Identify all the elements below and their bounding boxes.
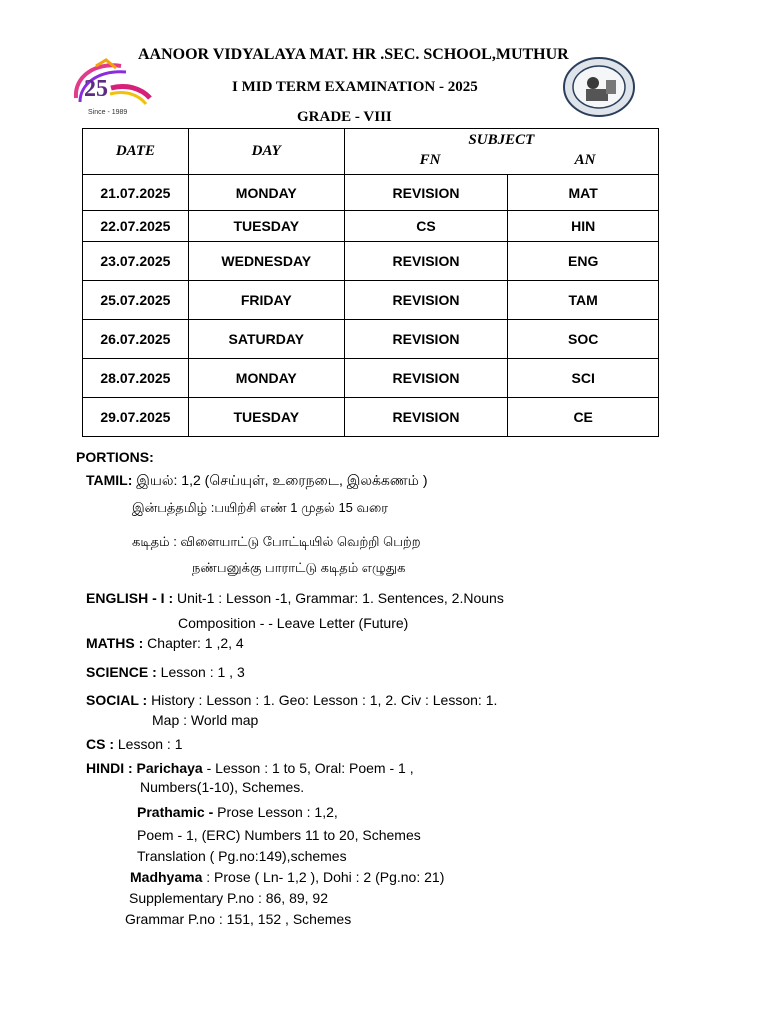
social-label: SOCIAL : (86, 692, 148, 708)
table-row (83, 175, 659, 211)
table-row (83, 211, 659, 242)
svg-text:Since - 1989: Since - 1989 (88, 109, 128, 116)
madhyama-label: Madhyama (130, 869, 203, 885)
prathamic-text: Prose Lesson : 1,2, (213, 804, 338, 820)
day-cell: WEDNESDAY (188, 242, 344, 281)
fn-cell: REVISION (344, 398, 508, 437)
fn-cell: REVISION (344, 281, 508, 320)
grammar-line: Grammar P.no : 151, 152 , Schemes (125, 911, 352, 927)
exam-timetable (82, 128, 659, 437)
prathamic-line-2: Poem - 1, (ERC) Numbers 11 to 20, Schemes (137, 827, 421, 843)
an-cell: SCI (508, 359, 659, 398)
cs-label: CS : (86, 736, 114, 752)
fn-cell: REVISION (344, 242, 508, 281)
an-cell: MAT (508, 175, 659, 211)
cs-line (86, 736, 183, 752)
date-cell: 22.07.2025 (83, 211, 189, 242)
table-row (83, 320, 659, 359)
maths-label: MATHS : (86, 635, 144, 651)
tamil-line-4: நண்பனுக்கு பாராட்டு கடிதம் எழுதுக (192, 560, 406, 575)
english-line-2: Composition - - Leave Letter (Future) (178, 615, 409, 631)
english-label: ENGLISH - I : (86, 590, 174, 606)
social-text-1: History : Lesson : 1. Geo: Lesson : 1, 2. Civ : Lesson: 1. (147, 692, 498, 708)
tamil-label: TAMIL: (86, 472, 133, 488)
table-row (83, 281, 659, 320)
table-row (83, 359, 659, 398)
supplementary-line: Supplementary P.no : 86, 89, 92 (129, 890, 328, 906)
tamil-line-3: கடிதம் : விளையாட்டு போட்டியில் வெற்றி பெற்ற (132, 534, 421, 549)
date-cell: 21.07.2025 (83, 175, 189, 211)
anniversary-logo (66, 58, 156, 120)
science-label: SCIENCE : (86, 664, 157, 680)
an-cell: TAM (508, 281, 659, 320)
svg-text:25: 25 (84, 76, 108, 102)
day-cell: TUESDAY (188, 211, 344, 242)
an-label: AN (574, 152, 596, 168)
hindi-line-2: Numbers(1-10), Schemes. (140, 779, 305, 795)
tamil-line-1 (86, 472, 428, 491)
parichaya-text: - Lesson : 1 to 5, Oral: Poem - 1 , (202, 760, 414, 776)
social-line-1 (86, 692, 497, 708)
hindi-label: HINDI : (86, 760, 133, 776)
fn-cell: CS (344, 211, 508, 242)
fn-cell: REVISION (344, 359, 508, 398)
maths-text: Chapter: 1 ,2, 4 (143, 635, 244, 651)
prathamic-label: Prathamic - (137, 804, 214, 820)
parichaya-label: Parichaya (132, 760, 203, 776)
prathamic-line-1 (137, 804, 338, 820)
day-cell: TUESDAY (188, 398, 344, 437)
day-cell: MONDAY (188, 359, 344, 398)
an-cell: ENG (508, 242, 659, 281)
madhyama-text: : Prose ( Ln- 1,2 ), Dohi : 2 (Pg.no: 21) (202, 869, 445, 885)
date-cell: 26.07.2025 (83, 320, 189, 359)
date-cell: 29.07.2025 (83, 398, 189, 437)
english-line-1 (86, 590, 504, 606)
tamil-line-2: இன்பத்தமிழ் :பயிற்சி எண் 1 முதல் 15 வரை (132, 500, 388, 515)
header-day: DAY (188, 129, 344, 175)
prathamic-line-3: Translation ( Pg.no:149),schemes (137, 848, 347, 864)
portions-heading: PORTIONS: (76, 449, 154, 465)
maths-line (86, 635, 244, 651)
social-line-2: Map : World map (152, 712, 259, 728)
an-cell: SOC (508, 320, 659, 359)
grade-label: GRADE - VIII (297, 109, 392, 125)
day-cell: SATURDAY (188, 320, 344, 359)
header-subject (344, 129, 658, 175)
science-text: Lesson : 1 , 3 (156, 664, 245, 680)
fn-label: FN (419, 152, 441, 168)
subject-label: SUBJECT (468, 132, 535, 148)
fn-cell: REVISION (344, 320, 508, 359)
day-cell: MONDAY (188, 175, 344, 211)
date-cell: 28.07.2025 (83, 359, 189, 398)
table-row (83, 398, 659, 437)
exam-title: I MID TERM EXAMINATION - 2025 (232, 79, 478, 95)
hindi-line-1 (86, 760, 414, 776)
date-cell: 25.07.2025 (83, 281, 189, 320)
an-cell: CE (508, 398, 659, 437)
header-date: DATE (83, 129, 189, 175)
an-cell: HIN (508, 211, 659, 242)
day-cell: FRIDAY (188, 281, 344, 320)
madhyama-line (130, 869, 444, 885)
table-row (83, 242, 659, 281)
cs-text: Lesson : 1 (114, 736, 183, 752)
science-line (86, 664, 245, 680)
date-cell: 23.07.2025 (83, 242, 189, 281)
school-seal-logo (562, 56, 636, 118)
tamil-text-1: இயல்: 1,2 (செய்யுள், உரைநடை, இலக்கணம் ) (132, 472, 428, 488)
fn-cell: REVISION (344, 175, 508, 211)
school-name: AANOOR VIDYALAYA MAT. HR .SEC. SCHOOL,MUTHUR (138, 46, 569, 63)
english-text-1: Unit-1 : Lesson -1, Grammar: 1. Sentences, 2.Nouns (173, 590, 504, 606)
